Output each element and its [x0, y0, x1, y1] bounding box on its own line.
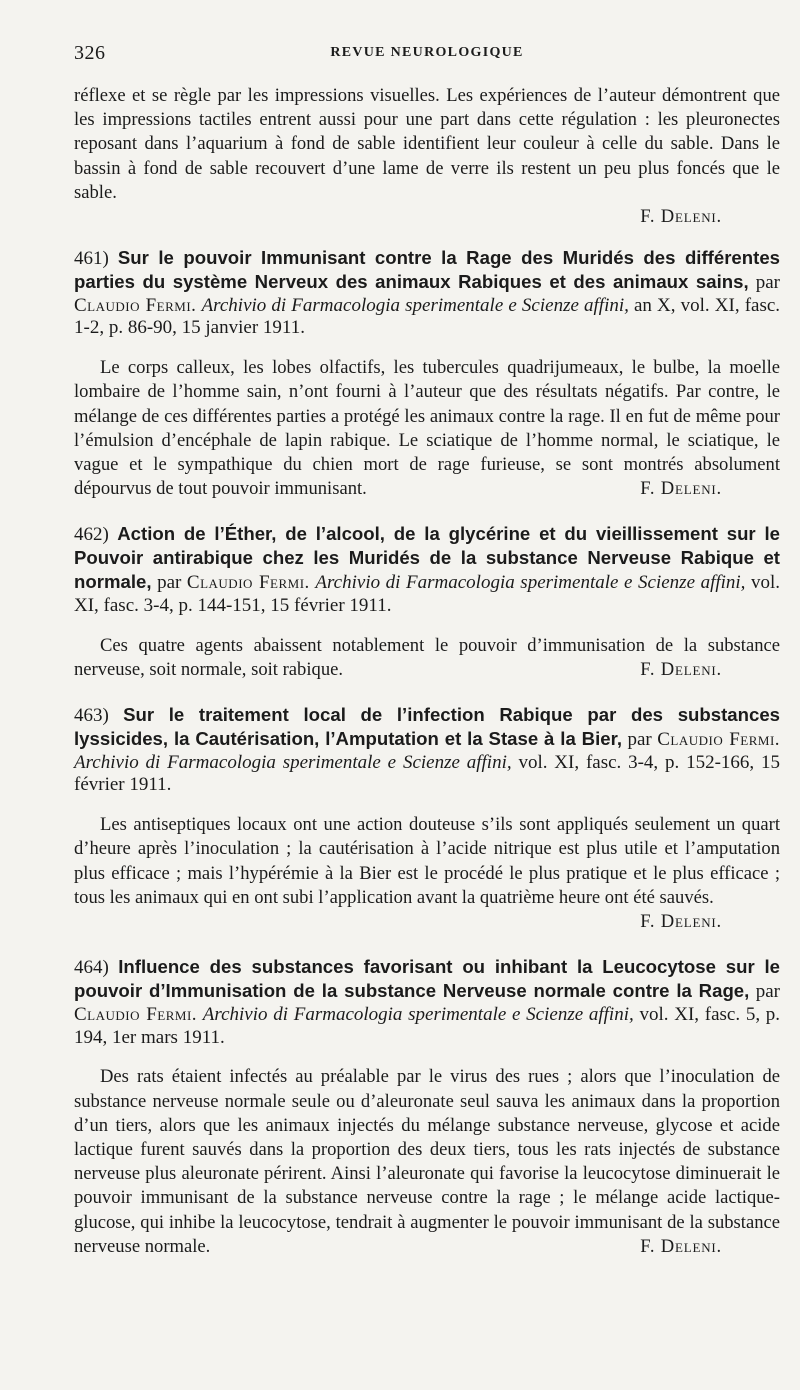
signature: F. Deleni.	[640, 658, 722, 680]
author-name: Claudio Fermi.	[186, 572, 310, 594]
abstract-title: Action de l’Éther, de l’alcool, de la glycérine et du vieillissement sur le Pouvoir antirabique chez les Muridés de la substance Nerveuse Rabique et normale,	[74, 523, 780, 593]
abstract-title: Sur le pouvoir Immunisant contre la Rage des Muridés des différentes parties du système Nerveux des animaux Rabiques et des animaux sains,	[74, 247, 781, 292]
page-number: 326	[74, 42, 106, 64]
intro-paragraph-block	[74, 84, 780, 229]
abstract-body-block	[74, 813, 780, 934]
abstract-body-text: Les antiseptiques locaux ont une action douteuse s’ils sont appliqués seulement un quart d’heure après l’inoculation ; la cautérisation à l’acide nitrique est plus utile et l’amputation plus efficace ; mais l’hypérémie à la Bier est le procédé le plus pratique et le plus efficace ; tous les animaux qui en ont subi l’application avant la quatrième heure ont été sauvés.	[74, 814, 780, 908]
running-head	[74, 36, 780, 66]
author-name: Claudio Fermi.	[74, 1003, 198, 1025]
abstract-body-block	[74, 634, 780, 682]
author-name: Claudio Fermi.	[74, 294, 197, 316]
abstract-body-text: Ces quatre agents abaissent notablement le pouvoir d’immunisation de la substance nerveuse, soit normale, soit rabique.	[74, 634, 780, 680]
abstract-number: 464)	[74, 957, 109, 979]
intro-signature-line	[74, 205, 780, 229]
journal-name: Archivio di Farmacologia sperimentale e Scienze affini,	[202, 1003, 634, 1025]
abstract-heading	[74, 247, 780, 340]
journal-name: Archivio di Farmacologia sperimentale e Scienze affini,	[201, 294, 629, 316]
abstract-body-text: Le corps calleux, les lobes olfactifs, les tubercules quadrijumeaux, le bulbe, la moelle lombaire de l’homme sain, n’ont fourni à l’auteur que des résultats négatifs. Par contre, le mélange de ces différentes parties a protégé les animaux contre la rage. Il en fut de même pour l’émulsion d’encéphale de lapin rabique. Le sciatique de l’homme normal, le sciatique, le vague et le sympathique du chien mort de rage furieuse, se sont montrés absolument dépourvus de tout pouvoir immunisant.	[74, 357, 780, 500]
intro-paragraph: réflexe et se règle par les impressions visuelles. Les expériences de l’auteur démontrent que les impressions tactiles entrent aussi pour une part dans cette régulation : les pleuronectes reposant dans l’aquarium à fond de sable identifient leur couleur à celle du sable. Dans le bassin à fond de sable recouvert d’une lame de verre ils restent un peu plus foncés que le sable.	[74, 85, 780, 203]
abstract-body	[74, 634, 780, 682]
abstract-heading	[74, 523, 780, 617]
journal-title: REVUE NEUROLOGIQUE	[330, 45, 524, 60]
author-name: Claudio Fermi.	[657, 728, 781, 750]
journal-name: Archivio di Farmacologia sperimentale e Scienze affini,	[74, 751, 512, 773]
abstract-body	[74, 813, 780, 933]
abstract-body	[74, 1065, 780, 1259]
citation: vol. XI, fasc. 3-4, p. 152-166, 15 février 1911.	[74, 751, 781, 796]
abstract-463	[74, 704, 780, 934]
abstract-464	[74, 956, 780, 1259]
abstract-number: 463)	[74, 705, 109, 727]
abstract-body-block	[74, 356, 780, 501]
abstract-title: Influence des substances favorisant ou inhibant la Leucocytose sur le pouvoir d’Immunisation de la substance Nerveuse normale contre la Rage,	[74, 956, 781, 1002]
abstract-body	[74, 356, 780, 501]
abstract-title: Sur le traitement local de l’infection Rabique par des substances lyssicides, la Cautérisation, l’Amputation et la Stase à la Bier,	[74, 704, 781, 749]
by-word: par	[157, 572, 182, 594]
citation: vol. XI, fasc. 5, p. 194, 1er mars 1911.	[74, 1003, 781, 1048]
abstract-heading	[74, 956, 780, 1049]
abstract-body-text: Des rats étaient infectés au préalable par le virus des rues ; alors que l’inoculation de substance nerveuse normale seule ou d’aleuronate seul sauva les animaux dans la proportion d’un tiers, alors que les animaux injectés du mélange substance nerveuse, glycose et acide lactique furent sauvés dans la proportion des deux tiers, tous les rats injectés de substance nerveuse plus aleuronate périrent. Ainsi l’aleuronate qui favorise la leucocytose diminuerait le pouvoir immunisant de la substance nerveuse contre la rage ; le mélange acide lactique-glucose, qui inhibe la leucocytose, tendrait à augmenter le pouvoir immunisant de la substance nerveuse normale.	[74, 1066, 780, 1257]
signature: F. Deleni.	[640, 911, 722, 933]
signature: F. Deleni.	[640, 478, 722, 500]
abstract-body-block	[74, 1065, 780, 1259]
by-word: par	[755, 271, 780, 293]
by-word: par	[627, 728, 652, 750]
signature: F. Deleni.	[640, 1235, 722, 1257]
abstract-462	[74, 523, 780, 682]
abstract-461	[74, 247, 780, 501]
journal-name: Archivio di Farmacologia sperimentale e Scienze affini,	[315, 572, 746, 594]
signature: F. Deleni.	[640, 206, 722, 228]
abstract-number: 461)	[74, 248, 109, 270]
abstract-heading	[74, 704, 780, 797]
citation: an X, vol. XI, fasc. 1-2, p. 86-90, 15 janvier 1911.	[74, 294, 781, 339]
abstract-number: 462)	[74, 524, 109, 546]
citation: vol. XI, fasc. 3-4, p. 144-151, 15 février 1911.	[74, 572, 781, 616]
journal-page	[74, 36, 780, 1259]
by-word: par	[755, 981, 780, 1003]
